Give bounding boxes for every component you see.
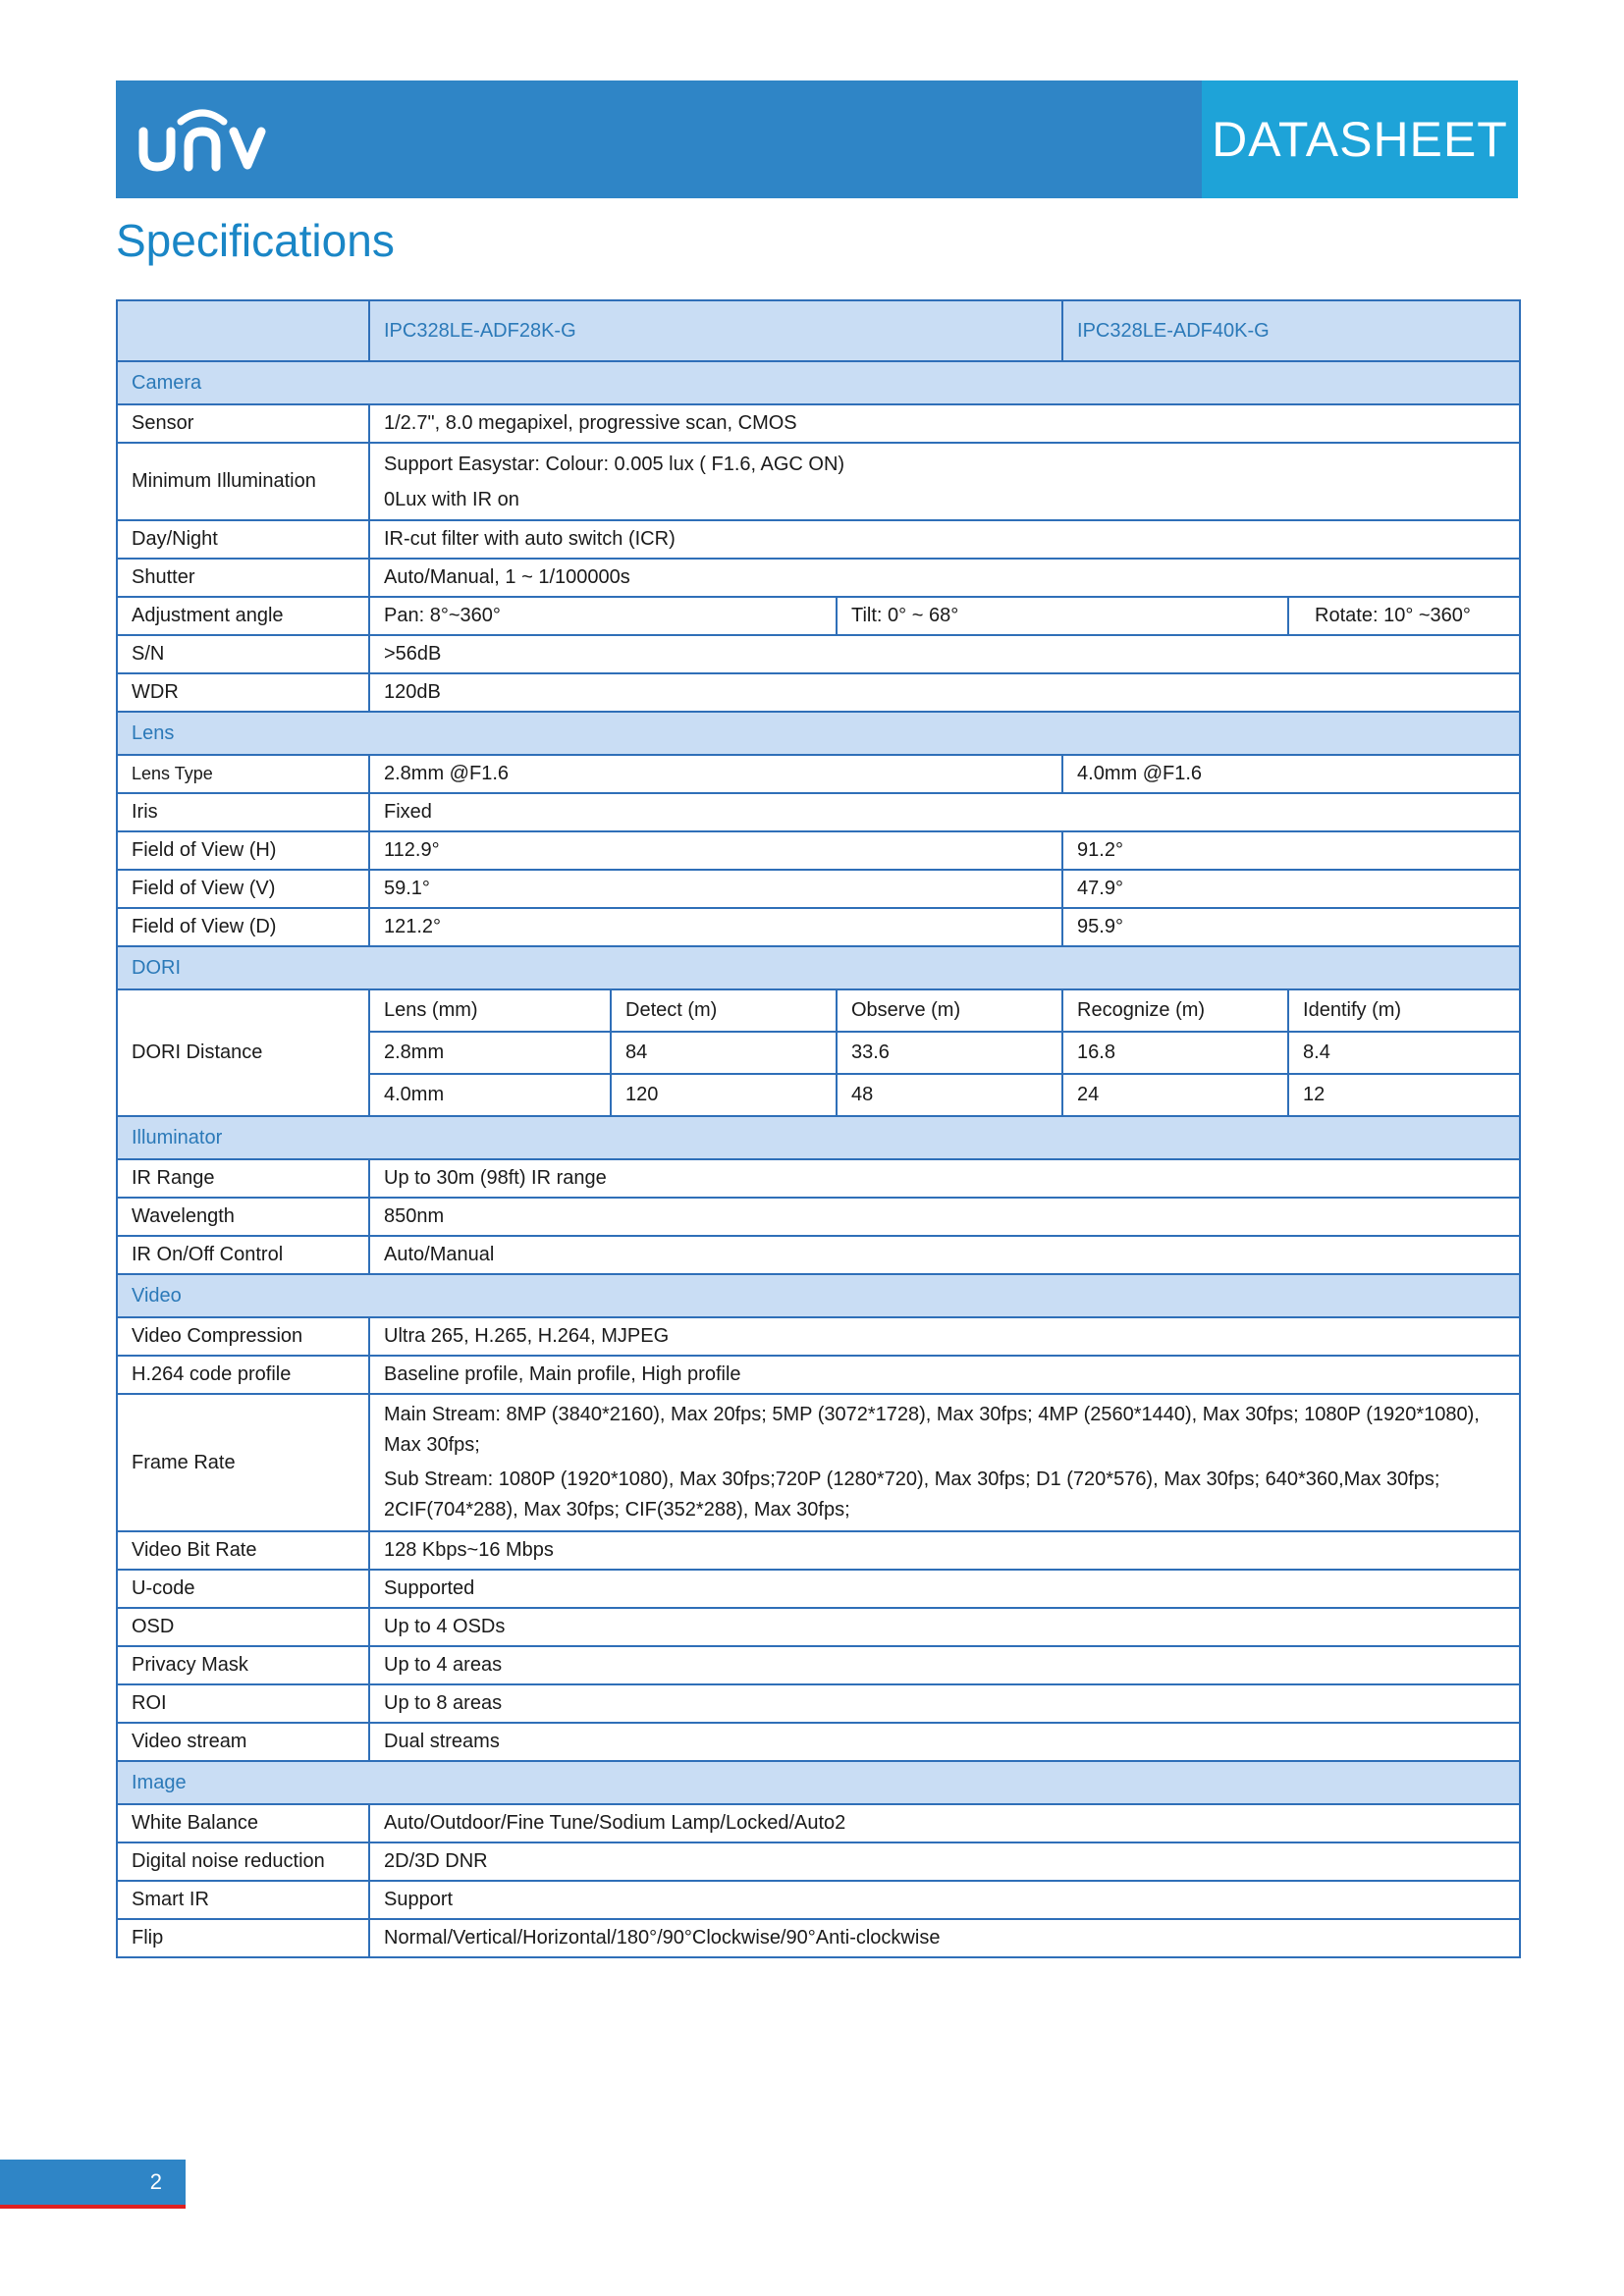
spec-row xyxy=(117,1608,1520,1646)
spec-row xyxy=(117,635,1520,673)
models-header-row xyxy=(117,300,1520,361)
spec-value: 4.0mm @F1.6 xyxy=(1062,755,1520,793)
spec-row xyxy=(117,597,1520,635)
spec-label: Iris xyxy=(117,793,369,831)
header-banner xyxy=(116,80,1518,198)
dori-cell: 84 xyxy=(611,1032,837,1074)
spec-label: IR Range xyxy=(117,1159,369,1198)
spec-row xyxy=(117,793,1520,831)
spec-label: Digital noise reduction xyxy=(117,1842,369,1881)
spec-value: Tilt: 0° ~ 68° xyxy=(837,597,1288,635)
spec-row xyxy=(117,831,1520,870)
spec-label: ROI xyxy=(117,1684,369,1723)
spec-label: Flip xyxy=(117,1919,369,1957)
section-title: Video xyxy=(117,1274,1520,1317)
spec-value: Up to 4 OSDs xyxy=(369,1608,1520,1646)
spec-value: 47.9° xyxy=(1062,870,1520,908)
spec-row xyxy=(117,1159,1520,1198)
frame-rate-sub: Sub Stream: 1080P (1920*1080), Max 30fps;720P (1280*720), Max 30fps; D1 (720*576), Max 30fps; 640*360,Max 30fps; 2CIF(704*288), Max 30fps; CIF(352*288), Max 30fps; xyxy=(384,1468,1440,1521)
spec-row xyxy=(117,1684,1520,1723)
spec-value: IR-cut filter with auto switch (ICR) xyxy=(369,520,1520,559)
spec-value: 1/2.7", 8.0 megapixel, progressive scan, CMOS xyxy=(369,404,1520,443)
spec-value: 91.2° xyxy=(1062,831,1520,870)
model-name: IPC328LE-ADF40K-G xyxy=(1062,300,1520,361)
spec-value: Pan: 8°~360° xyxy=(369,597,837,635)
spec-row xyxy=(117,1646,1520,1684)
dori-header-row xyxy=(117,989,1520,1032)
spec-row xyxy=(117,870,1520,908)
spec-value: Baseline profile, Main profile, High profile xyxy=(369,1356,1520,1394)
spec-label: H.264 code profile xyxy=(117,1356,369,1394)
spec-row xyxy=(117,404,1520,443)
spec-label: OSD xyxy=(117,1608,369,1646)
spec-value: 850nm xyxy=(369,1198,1520,1236)
dori-cell: 24 xyxy=(1062,1074,1288,1116)
spec-row xyxy=(117,1356,1520,1394)
spec-label: Day/Night xyxy=(117,520,369,559)
dori-header-cell: Recognize (m) xyxy=(1062,989,1288,1032)
section-title: Image xyxy=(117,1761,1520,1804)
model-name: IPC328LE-ADF28K-G xyxy=(369,300,1062,361)
spec-row xyxy=(117,1723,1520,1761)
spec-value xyxy=(369,1394,1520,1531)
spec-row xyxy=(117,1236,1520,1274)
spec-row xyxy=(117,1317,1520,1356)
section-row-lens xyxy=(117,712,1520,755)
spec-value: Fixed xyxy=(369,793,1520,831)
dori-cell: 33.6 xyxy=(837,1032,1062,1074)
spec-value: Up to 30m (98ft) IR range xyxy=(369,1159,1520,1198)
spec-label: U-code xyxy=(117,1570,369,1608)
spec-row xyxy=(117,1198,1520,1236)
dori-cell: 16.8 xyxy=(1062,1032,1288,1074)
section-row-camera xyxy=(117,361,1520,404)
page-number: 2 xyxy=(149,2169,162,2194)
spec-value: 120dB xyxy=(369,673,1520,712)
frame-rate-main: Main Stream: 8MP (3840*2160), Max 20fps; 5MP (3072*1728), Max 30fps; 4MP (2560*1440), Max 30fps; 1080P (1920*1080), Max 30fps; xyxy=(384,1404,1480,1456)
spec-value: Auto/Outdoor/Fine Tune/Sodium Lamp/Locked/Auto2 xyxy=(369,1804,1520,1842)
dori-cell: 2.8mm xyxy=(369,1032,611,1074)
spec-row xyxy=(117,1570,1520,1608)
spec-value xyxy=(369,443,1520,520)
section-row-illuminator xyxy=(117,1116,1520,1159)
section-title: Illuminator xyxy=(117,1116,1520,1159)
page-title: Specifications xyxy=(116,215,395,266)
datasheet-tab xyxy=(1202,80,1518,198)
spec-value: Ultra 265, H.265, H.264, MJPEG xyxy=(369,1317,1520,1356)
dori-cell: 12 xyxy=(1288,1074,1520,1116)
spec-value: Support xyxy=(369,1881,1520,1919)
spec-label: Field of View (H) xyxy=(117,831,369,870)
section-title: Camera xyxy=(117,361,1520,404)
dori-cell: 8.4 xyxy=(1288,1032,1520,1074)
spec-label: Video stream xyxy=(117,1723,369,1761)
spec-label: White Balance xyxy=(117,1804,369,1842)
dori-cell: 4.0mm xyxy=(369,1074,611,1116)
models-header-empty xyxy=(117,300,369,361)
spec-row xyxy=(117,1881,1520,1919)
spec-label: Video Compression xyxy=(117,1317,369,1356)
spec-value: Auto/Manual, 1 ~ 1/100000s xyxy=(369,559,1520,597)
doc-type-label: DATASHEET xyxy=(1212,112,1508,167)
spec-label: Field of View (D) xyxy=(117,908,369,946)
spec-label: WDR xyxy=(117,673,369,712)
unv-logo xyxy=(135,100,273,179)
spec-value: 59.1° xyxy=(369,870,1062,908)
spec-row xyxy=(117,755,1520,793)
section-title: DORI xyxy=(117,946,1520,989)
spec-label: Smart IR xyxy=(117,1881,369,1919)
page-number-bar xyxy=(0,2160,186,2209)
spec-table xyxy=(116,299,1521,1958)
spec-value: 128 Kbps~16 Mbps xyxy=(369,1531,1520,1570)
spec-value-line: 0Lux with IR on xyxy=(384,488,519,510)
spec-value: 2.8mm @F1.6 xyxy=(369,755,1062,793)
spec-value: 112.9° xyxy=(369,831,1062,870)
spec-row xyxy=(117,908,1520,946)
spec-value: Auto/Manual xyxy=(369,1236,1520,1274)
dori-header-cell: Detect (m) xyxy=(611,989,837,1032)
spec-value: Normal/Vertical/Horizontal/180°/90°Clockwise/90°Anti-clockwise xyxy=(369,1919,1520,1957)
spec-label: Adjustment angle xyxy=(117,597,369,635)
spec-value: Dual streams xyxy=(369,1723,1520,1761)
spec-label: S/N xyxy=(117,635,369,673)
section-row-video xyxy=(117,1274,1520,1317)
section-row-dori xyxy=(117,946,1520,989)
spec-label: Video Bit Rate xyxy=(117,1531,369,1570)
spec-value: 121.2° xyxy=(369,908,1062,946)
spec-row xyxy=(117,1394,1520,1531)
spec-label: Field of View (V) xyxy=(117,870,369,908)
dori-cell: 120 xyxy=(611,1074,837,1116)
spec-row xyxy=(117,443,1520,520)
spec-value: 95.9° xyxy=(1062,908,1520,946)
dori-header-cell: Observe (m) xyxy=(837,989,1062,1032)
spec-label: DORI Distance xyxy=(117,989,369,1116)
spec-label: Minimum Illumination xyxy=(117,443,369,520)
dori-header-cell: Lens (mm) xyxy=(369,989,611,1032)
spec-label: Wavelength xyxy=(117,1198,369,1236)
spec-row xyxy=(117,1919,1520,1957)
dori-header-cell: Identify (m) xyxy=(1288,989,1520,1032)
spec-label: Sensor xyxy=(117,404,369,443)
spec-label: Lens Type xyxy=(117,755,369,793)
spec-label: Privacy Mask xyxy=(117,1646,369,1684)
spec-row xyxy=(117,673,1520,712)
dori-cell: 48 xyxy=(837,1074,1062,1116)
spec-row xyxy=(117,1842,1520,1881)
section-row-image xyxy=(117,1761,1520,1804)
section-title: Lens xyxy=(117,712,1520,755)
spec-value-line: Support Easystar: Colour: 0.005 lux ( F1.6, AGC ON) xyxy=(384,453,845,475)
spec-label: Frame Rate xyxy=(117,1394,369,1531)
spec-value: Up to 8 areas xyxy=(369,1684,1520,1723)
spec-row xyxy=(117,1804,1520,1842)
spec-value: Up to 4 areas xyxy=(369,1646,1520,1684)
spec-value: 2D/3D DNR xyxy=(369,1842,1520,1881)
spec-label: IR On/Off Control xyxy=(117,1236,369,1274)
spec-row xyxy=(117,559,1520,597)
spec-label: Shutter xyxy=(117,559,369,597)
spec-row xyxy=(117,1531,1520,1570)
spec-row xyxy=(117,520,1520,559)
spec-value: Rotate: 10° ~360° xyxy=(1288,597,1520,635)
spec-value: >56dB xyxy=(369,635,1520,673)
spec-value: Supported xyxy=(369,1570,1520,1608)
